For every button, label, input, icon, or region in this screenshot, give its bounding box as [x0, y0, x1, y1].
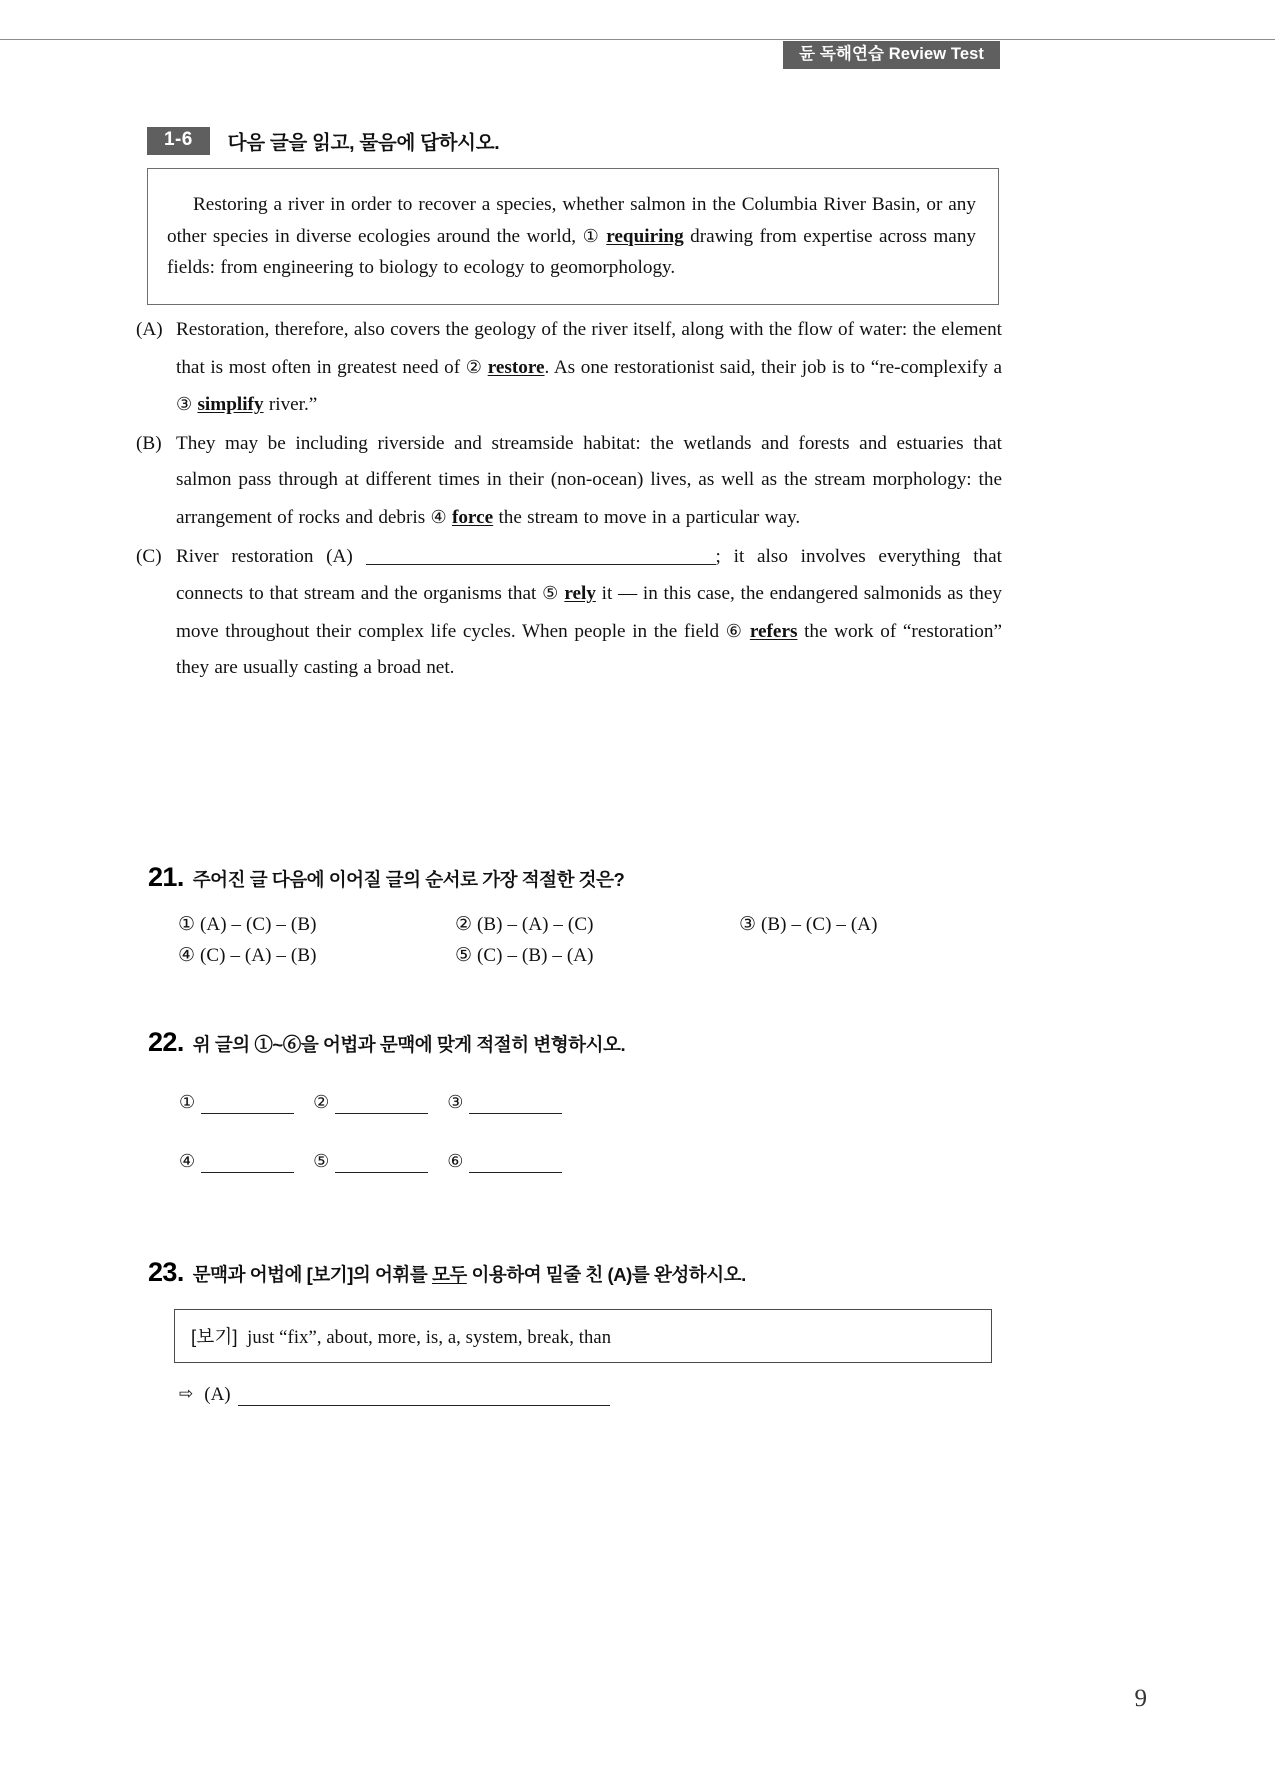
passage-underlined-word-1: requiring: [606, 225, 684, 247]
paragraph-a-underlined-word-2: restore: [487, 356, 545, 378]
question-23-prompt: [193, 1261, 746, 1287]
question-23-prompt-emphasis: 모두: [431, 1264, 467, 1285]
page-header: [0, 0, 1275, 72]
question-21-choice-row-2: [178, 944, 1008, 967]
question-23-vocabulary-box: [174, 1309, 992, 1363]
question-21-choice-4[interactable]: ④ (C) – (A) – (B): [178, 945, 317, 966]
question-22-answer-item-3[interactable]: [447, 1092, 562, 1114]
paragraph-c-underlined-word-5: rely: [564, 583, 596, 605]
paragraph-c-marker-6: ⑥: [725, 620, 744, 641]
question-22-marker-1: ①: [179, 1092, 196, 1112]
question-22: [148, 1027, 1008, 1210]
directive-line: [147, 127, 499, 155]
question-22-blank-3[interactable]: [469, 1097, 562, 1114]
paragraph-a-seg1: Restoration, therefore, also covers the geology of the river itself, along with the flow of water: the element that is most often in greatest need of: [176, 319, 1002, 378]
question-22-marker-4: ④: [179, 1151, 196, 1171]
question-21-choices: [178, 913, 1008, 967]
question-22-answer-row-2: [179, 1151, 1008, 1173]
question-21: [148, 862, 1008, 975]
question-22-answer-row-1: [179, 1092, 1008, 1114]
paragraph-a-marker-2: ②: [465, 356, 483, 377]
paragraph-body: [176, 312, 1002, 424]
question-21-choice-3[interactable]: ③ (B) – (C) – (A): [739, 914, 878, 935]
header-divider: [0, 39, 1275, 40]
question-range-chip: 1-6: [147, 127, 210, 155]
question-22-answer-item-1[interactable]: [179, 1092, 294, 1114]
question-22-blank-1[interactable]: [201, 1097, 294, 1114]
question-22-answer-grid: [179, 1092, 1008, 1173]
paragraph-b-underlined-word-4: force: [451, 506, 494, 528]
paragraph-c-marker-5: ⑤: [542, 583, 559, 604]
question-22-marker-2: ②: [313, 1092, 330, 1112]
question-23-answer-line: [179, 1384, 1008, 1406]
paragraph-a-marker-3: ③: [176, 394, 193, 415]
question-22-answer-item-2[interactable]: [313, 1092, 428, 1114]
paragraph-a-seg3: river.”: [263, 394, 318, 416]
paragraph-b-marker-4: ④: [430, 506, 447, 527]
question-22-blank-2[interactable]: [335, 1097, 428, 1114]
passage-paragraph: [167, 189, 976, 284]
question-22-blank-6[interactable]: [469, 1156, 562, 1173]
question-21-choice-1[interactable]: ① (A) – (C) – (B): [178, 914, 317, 935]
question-21-prompt: 주어진 글 다음에 이어질 글의 순서로 가장 적절한 것은?: [192, 869, 625, 890]
directive-text: 다음 글을 읽고, 물음에 답하시오.: [227, 132, 500, 154]
paragraph-label: (B): [136, 432, 162, 454]
paragraph-b-seg2: the stream to move in a particular way.: [493, 506, 801, 528]
vocabulary-box-tag: [보기]: [191, 1326, 238, 1347]
paragraph-c-seg1: River restoration (A): [176, 545, 366, 567]
question-22-answer-item-5[interactable]: [313, 1151, 428, 1173]
page-number: 9: [1134, 1685, 1147, 1712]
question-22-prompt: 위 글의 ①~⑥을 어법과 문맥에 맞게 적절히 변형하시오.: [192, 1034, 626, 1055]
paragraph-c-answer-blank[interactable]: [366, 546, 716, 565]
question-23-header: [148, 1257, 1008, 1288]
question-21-header: [148, 862, 1008, 893]
question-23-number: 23.: [148, 1257, 184, 1287]
paragraph-c-seg2b: it ― in this case, the endangered salmonids as they move throughout their complex life cycles. When people in the field: [176, 583, 1003, 642]
paragraph-a-underlined-word-3: simplify: [197, 394, 264, 416]
paragraph-c: [136, 539, 1002, 687]
question-22-header: [148, 1027, 1008, 1058]
question-22-answer-item-6[interactable]: [447, 1151, 562, 1173]
paragraph-label: (C): [136, 545, 162, 567]
paragraph-label: (A): [136, 319, 163, 340]
question-22-blank-5[interactable]: [335, 1156, 428, 1173]
paragraph-b-seg1: They may be including riverside and streamside habitat: the wetlands and forests and estuaries that salmon pass through at different times in their (non-ocean) lives, as well as the stream morphology: the arrangement of rocks and debris: [176, 432, 1002, 528]
question-23-prompt-post: 이용하여 밑줄 친 (A)를 완성하시오.: [466, 1264, 746, 1285]
question-23: [148, 1257, 1008, 1406]
paragraph-a-seg2: . As one restorationist said, their job is to “re-complexify a: [544, 356, 1003, 378]
question-23-prompt-pre: 문맥과 어법에 [보기]의 어휘를: [192, 1264, 432, 1285]
question-22-marker-6: ⑥: [447, 1151, 464, 1171]
question-21-choice-2[interactable]: ② (B) – (A) – (C): [455, 914, 594, 935]
paragraph-body: [176, 426, 1002, 537]
passage-box: [147, 168, 999, 305]
paragraph-c-seg3: the work of “restoration” they are usually casting a broad net.: [176, 620, 1002, 679]
passage-text-part2: drawing from expertise across many fields: from engineering to biology to ecology to geomorphology.: [167, 225, 977, 278]
question-23-answer-blank[interactable]: [238, 1388, 610, 1406]
paragraph-b: [136, 426, 1002, 537]
header-badge-label: 듄 독해연습 Review Test: [783, 41, 1000, 69]
passage-text-part1: Restoring a river in order to recover a species, whether salmon in the Columbia River Basin, or any other species in diverse ecologies around the world,: [167, 194, 976, 247]
question-22-blank-4[interactable]: [201, 1156, 294, 1173]
passage-marker-1: ①: [582, 225, 600, 246]
paragraph-body: [176, 539, 1002, 687]
question-21-choice-5[interactable]: ⑤ (C) – (B) – (A): [455, 945, 594, 966]
vocabulary-box-words: just “fix”, about, more, is, a, system, break, than: [247, 1327, 612, 1348]
question-22-marker-5: ⑤: [313, 1151, 330, 1171]
lettered-paragraph-list: [136, 312, 1002, 689]
paragraph-c-underlined-word-6: refers: [749, 620, 798, 642]
question-21-choice-row-1: [178, 913, 1008, 936]
question-22-answer-item-4[interactable]: [179, 1151, 294, 1173]
question-21-number: 21.: [148, 862, 184, 892]
paragraph-a: [136, 312, 1002, 424]
arrow-right-icon: ⇨: [179, 1384, 194, 1403]
question-22-marker-3: ③: [447, 1092, 464, 1112]
question-23-answer-label: (A): [204, 1384, 231, 1405]
paragraph-c-seg2: ; it also involves everything that connects to that stream and the organisms that: [176, 545, 1002, 605]
question-22-number: 22.: [148, 1027, 184, 1057]
